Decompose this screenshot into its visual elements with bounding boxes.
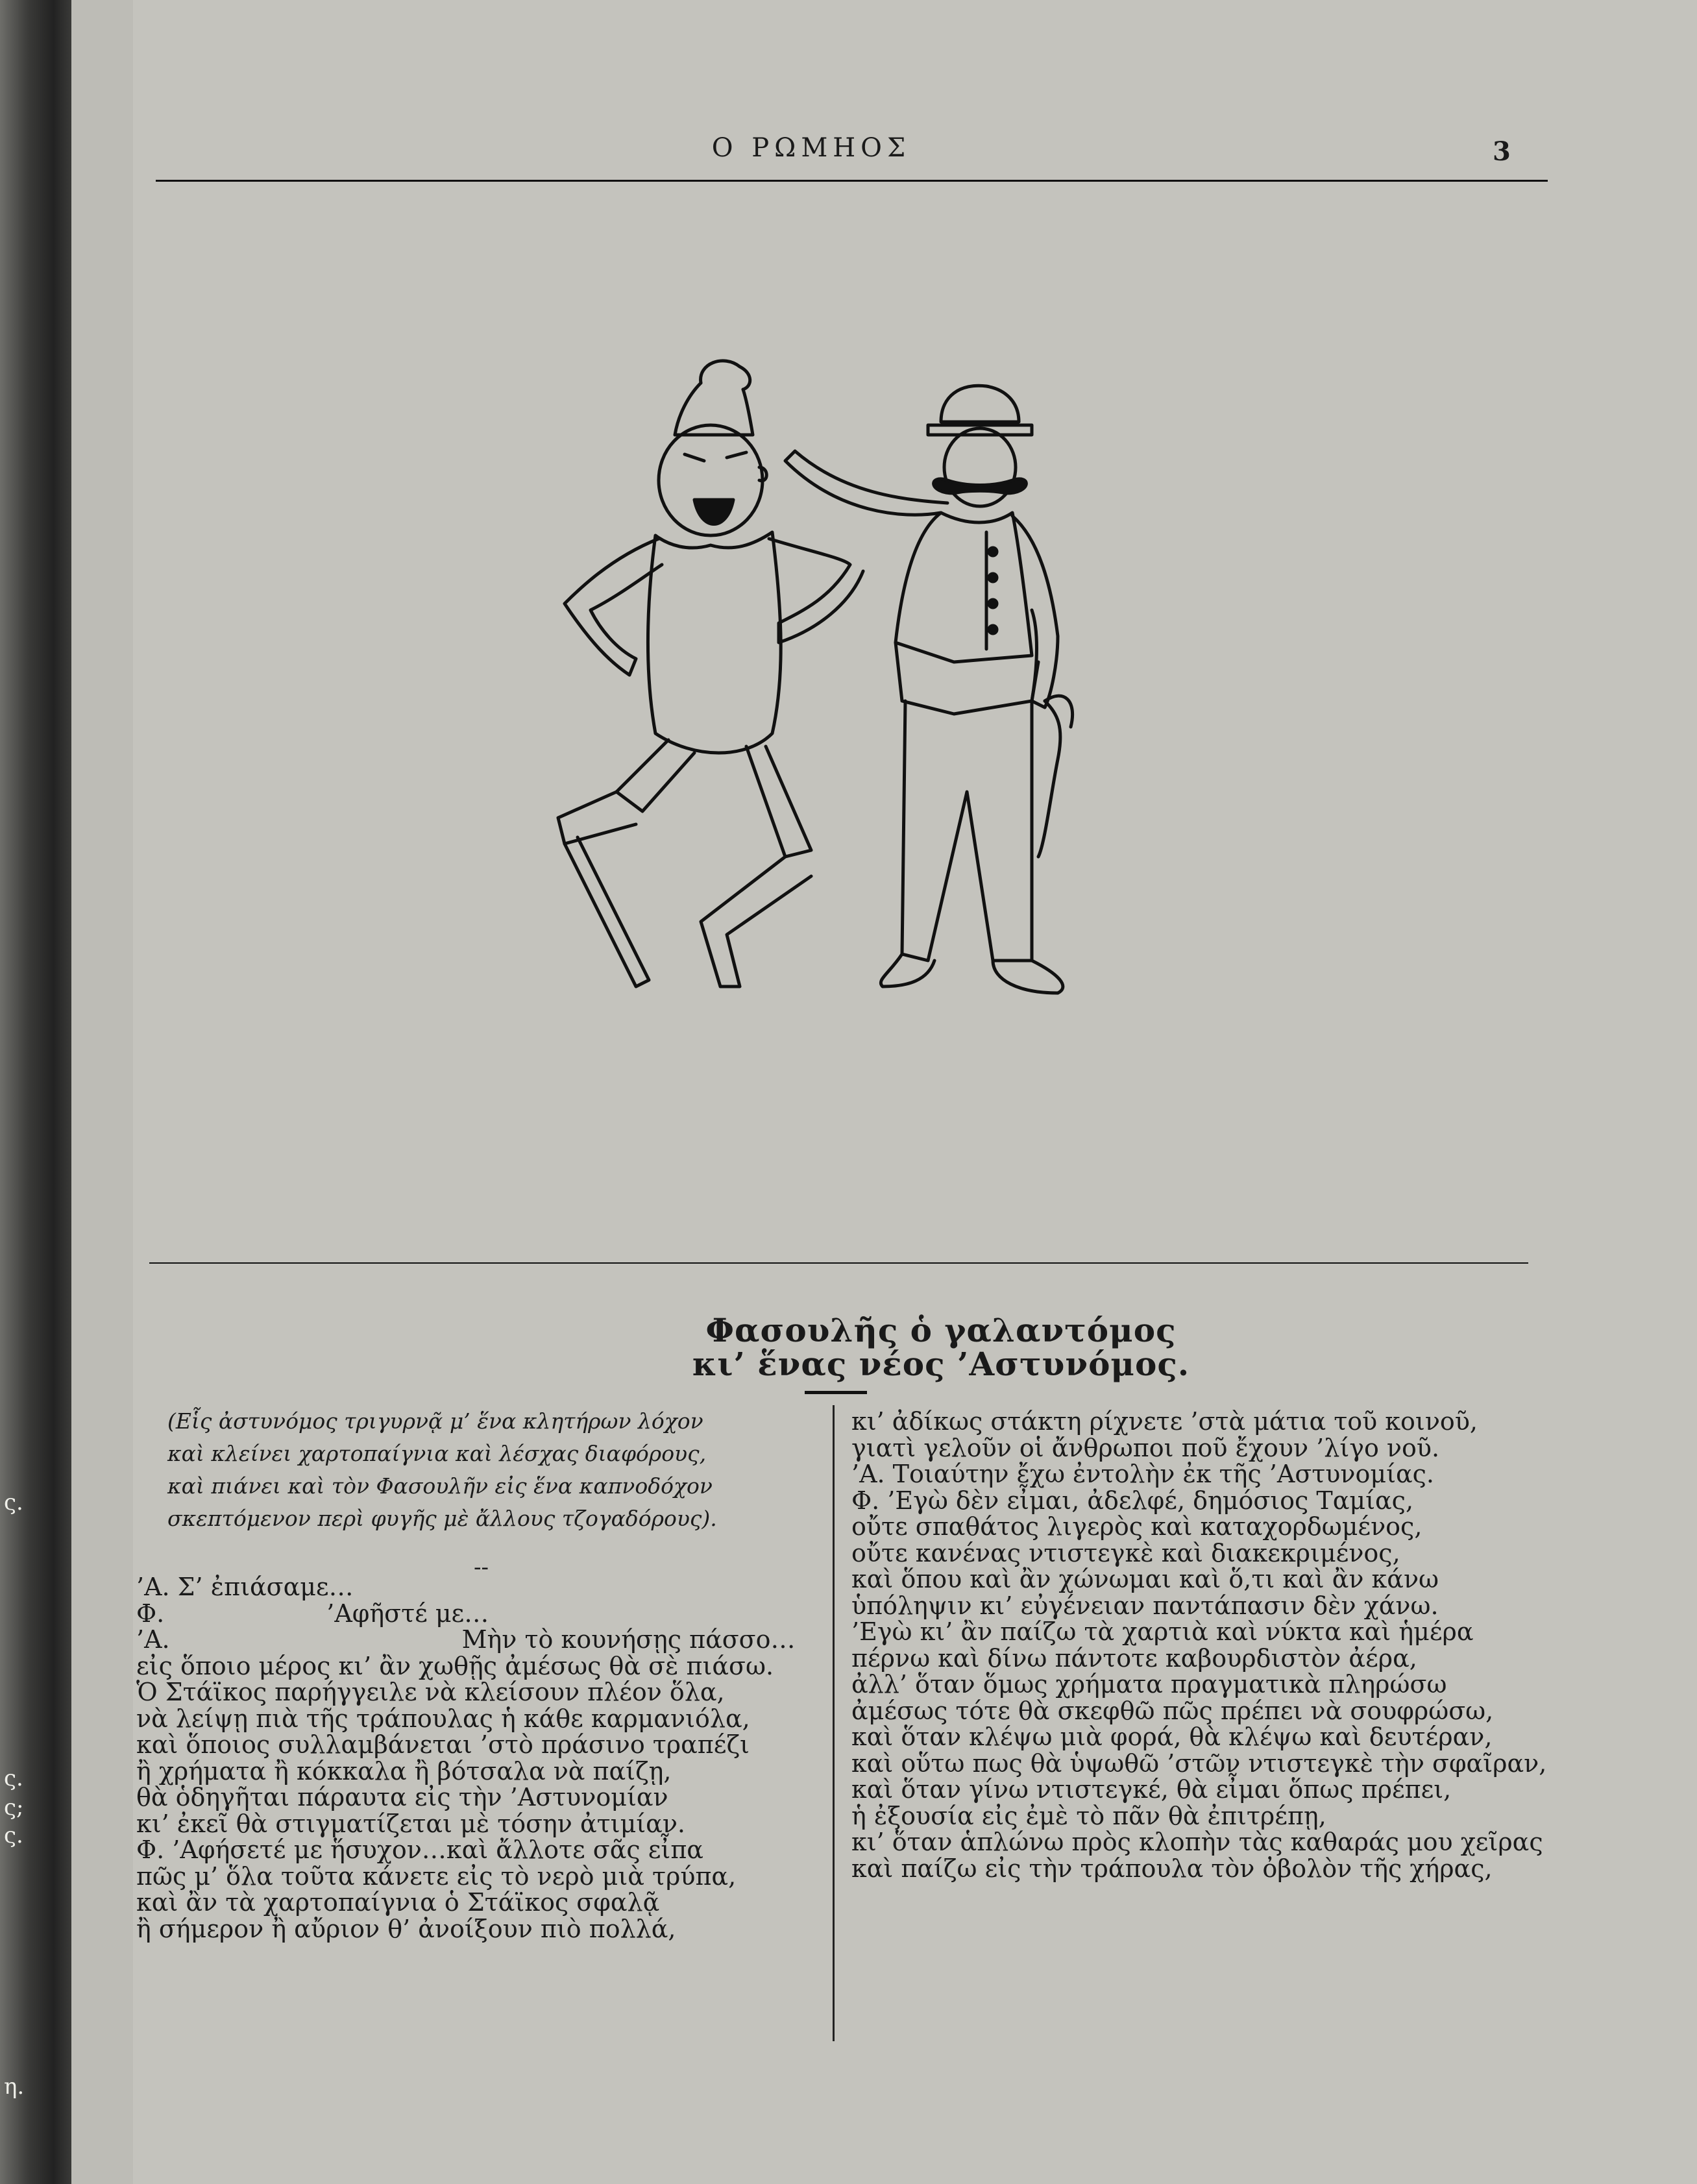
article-title-line2: κι’ ἕνας νέος ’Αστυνόμος. [692,1345,1190,1383]
verse-line [136,1601,824,1627]
verse-line: καὶ ὅπου καὶ ἂν χώνωμαι καὶ ὅ,τι καὶ ἂν κάνω [851,1565,1439,1593]
verse-line: ἀμέσως τότε θὰ σκεφθῶ πῶς πρέπει νὰ σουφρώσω, [851,1696,1494,1725]
verse-text: ’Αφῆστέ με… [326,1599,489,1628]
header-rule [156,180,1548,182]
verse-line: ἢ σήμερον ἢ αὔριον θ’ ἀνοίξουν πιὸ πολλά, [136,1914,676,1943]
verse-line: ’Α. Σ’ ἐπιάσαμε… [136,1573,354,1601]
intro-separator: -- [474,1554,489,1580]
article-intro [167,1405,836,1535]
margin-fragment: ς. [4,1490,23,1515]
policeman-figure-icon [785,386,1073,993]
puppet-figure-icon [558,361,863,987]
verse-line: ἀλλ’ ὅταν ὅμως χρήματα πραγματικὰ πληρώσω [851,1670,1447,1699]
verse-line: οὔτε κανένας ντιστεγκὲ καὶ διακεκριμένος, [851,1538,1400,1567]
margin-fragment: η. [4,2074,25,2100]
intro-line: σκεπτόμενον περὶ φυγῆς μὲ ἄλλους τζογαδόρους). [167,1506,717,1531]
verse-line: Φ. ’Εγὼ δὲν εἶμαι, ἀδελφέ, δημόσιος Ταμίας, [851,1486,1414,1515]
intro-line: (Εἷς ἀστυνόμος τριγυρνᾷ μ’ ἕνα κλητήρων λόχον [167,1408,703,1434]
verse-line: ἡ ἐξουσία εἰς ἐμὲ τὸ πᾶν θὰ ἐπιτρέπῃ, [851,1801,1326,1830]
verse-line: Φ. ’Αφήσετέ με ἥσυχον…καὶ ἄλλοτε σᾶς εἶπα [136,1835,703,1864]
verse-line: νὰ λείψῃ πιὰ τῆς τράπουλας ἡ κάθε καρμανιόλα, [136,1704,750,1733]
verse-line: πῶς μ’ ὅλα τοῦτα κάνετε εἰς τὸ νερὸ μιὰ τρύπα, [136,1861,737,1891]
margin-fragment: ς. [4,1822,23,1848]
margin-fragment: ς; [4,1795,24,1821]
section-rule [149,1262,1528,1264]
column-divider [833,1405,835,2041]
right-text-column [851,1408,1552,1882]
verse-line: καὶ οὕτω πως θὰ ὑψωθῶ ’στῶν ντιστεγκὲ τὴν σφαῖραν, [851,1748,1547,1778]
verse-line: κι’ ἐκεῖ θὰ στιγματίζεται μὲ τόσην ἀτιμίαν. [136,1809,686,1838]
speaker-label: ’Α. [136,1625,170,1654]
verse-line: καὶ ὅταν κλέψω μιὰ φορά, θὰ κλέψω καὶ δευτέραν, [851,1723,1493,1751]
verse-line: κι’ ὅταν ἁπλώνω πρὸς κλοπὴν τὰς καθαράς μου χεῖρας [851,1828,1543,1856]
verse-line: καὶ ἂν τὰ χαρτοπαίγνια ὁ Στάϊκος σφαλᾷ [136,1888,660,1917]
verse-line: κι’ ἀδίκως στάκτη ρίχνετε ’στὰ μάτια τοῦ κοινοῦ, [851,1407,1478,1436]
verse-line: καὶ παίζω εἰς τὴν τράπουλα τὸν ὀβολὸν τῆς χήρας, [851,1854,1493,1883]
speaker-label: Φ. [136,1599,165,1628]
verse-line: εἰς ὅποιο μέρος κι’ ἂν χωθῇς ἀμέσως θὰ σὲ πιάσω. [136,1651,774,1680]
verse-line: πέρνω καὶ δίνω πάντοτε καβουρδιστὸν ἀέρα, [851,1643,1417,1673]
intro-line: καὶ κλείνει χαρτοπαίγνια καὶ λέσχας διαφόρους, [167,1441,707,1466]
verse-line: καὶ ὅταν γίνω ντιστεγκέ, θὰ εἶμαι ὅπως πρέπει, [851,1775,1452,1804]
verse-line: ὑπόληψιν κι’ εὐγένειαν παντάπασιν δὲν χάνω. [851,1591,1439,1620]
article-title-line1: Φασουλῆς ὁ γαλαντόμος [705,1311,1177,1349]
previous-page-edge [0,0,71,2184]
cartoon-illustration [539,337,1181,1116]
page-number: 3 [1493,136,1511,167]
verse-text: Μὴν τὸ κουνήσῃς πάσσο… [461,1625,796,1654]
page-header-title: Ο ΡΩΜΗΟΣ [711,133,911,163]
margin-fragment: ς. [4,1765,23,1791]
verse-line: Ὁ Στάϊκος παρήγγειλε νὰ κλείσουν πλέον ὅλα, [136,1678,725,1706]
verse-line: οὔτε σπαθάτος λιγερὸς καὶ καταχορδωμένος, [851,1512,1422,1541]
verse-line: καὶ ὅποιος συλλαμβάνεται ’στὸ πράσινο τραπέζι [136,1730,750,1759]
verse-line: ἢ χρήματα ἢ κόκκαλα ἢ βότσαλα νὰ παίζῃ, [136,1756,672,1785]
verse-line: γιατὶ γελοῦν οἱ ἄνθρωποι ποῦ ἔχουν ’λίγο νοῦ. [851,1433,1440,1462]
verse-line: θὰ ὁδηγῆται πάραυτα εἰς τὴν ’Αστυνομίαν [136,1783,668,1811]
intro-line: καὶ πιάνει καὶ τὸν Φασουλῆν εἰς ἕνα καπνοδόχον [167,1473,713,1499]
left-text-column [136,1574,824,1942]
verse-line: ’Α. Τοιαύτην ἔχω ἐντολὴν ἐκ τῆς ’Αστυνομίας. [851,1460,1434,1488]
verse-line: ’Εγὼ κι’ ἂν παίζω τὰ χαρτιὰ καὶ νύκτα καὶ ἡμέρα [851,1617,1474,1646]
verse-line [136,1626,824,1653]
title-underline [805,1391,867,1394]
